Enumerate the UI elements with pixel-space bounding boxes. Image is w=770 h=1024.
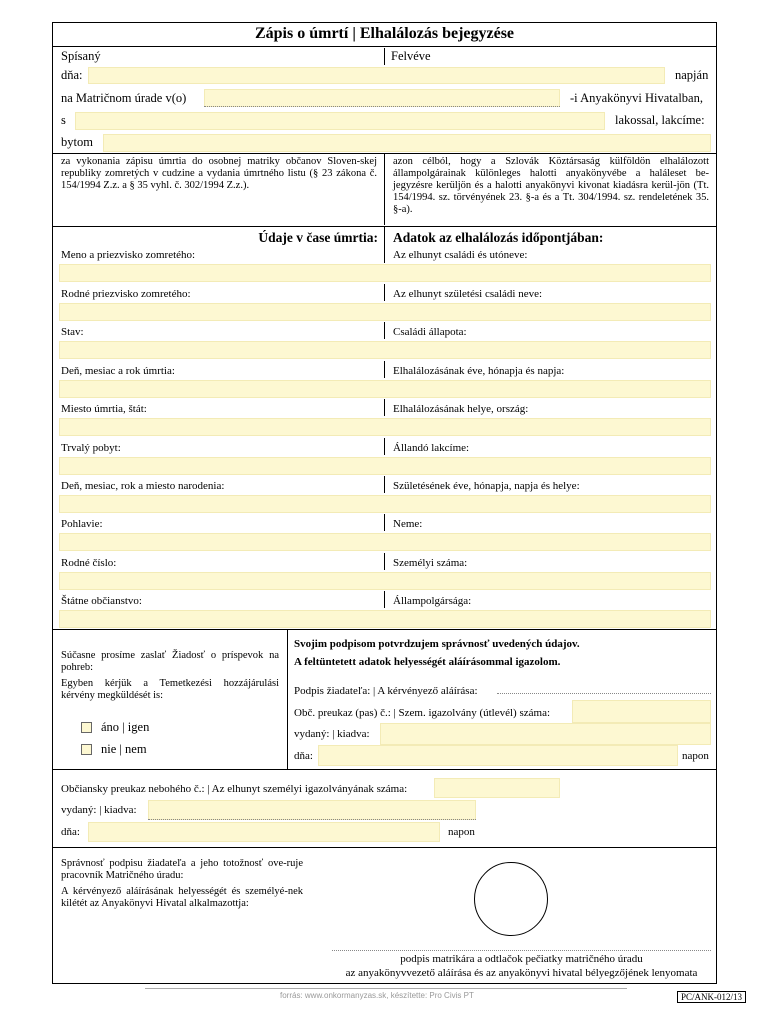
divider: [384, 153, 385, 225]
death-place-input[interactable]: [59, 418, 711, 436]
applicant-id-input[interactable]: [572, 700, 711, 723]
divider: [384, 553, 385, 570]
record-date-input[interactable]: [88, 67, 665, 84]
field-label-hu: Születésének éve, hónapja, napja és helye:: [393, 480, 580, 492]
confirm-text-sk: Svojim podpisom potvrdzujem správnosť uvedených údajov.: [294, 638, 580, 650]
field-label-hu: Az elhunyt családi és utóneve:: [393, 249, 528, 261]
stamp-caption-hu: az anyakönyvvezető aláírása és az anyakönyvi hivatal bélyegzőjének lenyomata: [345, 967, 698, 979]
confirm-text-hu: A feltüntetett adatok helyességét aláírásommal igazolom.: [294, 656, 561, 668]
date-suffix: napon: [448, 826, 475, 838]
divider: [52, 629, 717, 630]
option-yes-label: áno | igen: [101, 720, 150, 734]
footer-source: forrás: www.onkormanyzas.sk, készítette: Pro Civis PT: [280, 991, 474, 1000]
recorded-label-hu: Felvéve: [391, 49, 431, 63]
field-label-sk: Rodné číslo:: [61, 557, 117, 569]
field-label-hu: Elhalálozásának éve, hónapja és napja:: [393, 365, 565, 377]
field-label-hu: Neme:: [393, 518, 423, 530]
field-label-sk: Trvalý pobyt:: [61, 442, 121, 454]
divider: [384, 399, 385, 416]
yes-checkbox[interactable]: [81, 722, 92, 733]
death-date-input[interactable]: [59, 380, 711, 398]
request-text-hu: Egyben kérjük a Temetkezési hozzájárulási kérvény megküldését is:: [61, 678, 279, 701]
death-section-heading-sk: Údaje v čase úmrtia:: [258, 230, 378, 245]
deceased-id-input[interactable]: [434, 778, 560, 798]
field-label-sk: Štátne občianstvo:: [61, 595, 142, 607]
verification-text-sk: Správnosť podpisu žiadateľa a jeho totožnosť ove-ruje pracovník Matričného úradu:: [61, 858, 303, 881]
dotted-line: [204, 106, 560, 107]
option-no-label: nie | nem: [101, 742, 147, 756]
name-input[interactable]: [75, 112, 605, 130]
birth-date-place-input[interactable]: [59, 495, 711, 513]
divider: [384, 227, 385, 263]
deceased-id-label: Občiansky preukaz nebohého č.: | Az elhunyt személyi igazolványának száma:: [61, 783, 408, 795]
date-label: dňa:: [61, 826, 80, 838]
divider: [384, 48, 385, 65]
date-label: dňa:: [61, 68, 83, 82]
address-label: bytom: [61, 135, 93, 149]
stamp-circle: [474, 862, 548, 936]
citizenship-input[interactable]: [59, 610, 711, 628]
divider: [384, 438, 385, 455]
signature-label: Podpis žiadateľa: | A kérvényező aláírása:: [294, 685, 478, 697]
stamp-caption-sk: podpis matrikára a odtlačok pečiatky matričného úradu: [400, 953, 643, 965]
divider: [384, 514, 385, 531]
divider: [52, 46, 717, 47]
field-label-hu: Állampolgársága:: [393, 595, 472, 607]
field-label-sk: Deň, mesiac a rok úmrtia:: [61, 365, 175, 377]
deceased-id-date-input[interactable]: [88, 822, 440, 842]
field-label-sk: Miesto úmrtia, štát:: [61, 403, 147, 415]
marital-status-input[interactable]: [59, 341, 711, 359]
birth-surname-input[interactable]: [59, 303, 711, 321]
form-code: PC/ANK-012/13: [677, 991, 746, 1003]
dotted-line: [148, 819, 476, 820]
sex-input[interactable]: [59, 533, 711, 551]
divider: [384, 476, 385, 493]
no-checkbox[interactable]: [81, 744, 92, 755]
request-text-sk: Súčasne prosíme zaslať Žiadosť o príspevok na pohreb:: [61, 650, 279, 673]
divider: [52, 769, 717, 770]
recorded-label-sk: Spísaný: [61, 49, 101, 63]
issued-label: vydaný: | kiadva:: [294, 728, 370, 740]
field-label-hu: Családi állapota:: [393, 326, 467, 338]
office-suffix: -i Anyakönyvi Hivatalban,: [570, 91, 703, 105]
form-title: Zápis o úmrtí | Elhalálozás bejegyzése: [254, 25, 515, 42]
issued-label: vydaný: | kiadva:: [61, 804, 137, 816]
permanent-address-input[interactable]: [59, 457, 711, 475]
divider: [384, 284, 385, 301]
divider: [287, 629, 288, 769]
date-suffix: napján: [675, 68, 709, 82]
verification-text-hu: A kérvényező aláírásának helyességét és személyé-nek kilétét az Anyakönyvi Hivatal alkalmazottja:: [61, 886, 303, 909]
purpose-text-sk: za vykonania zápisu úmrtia do osobnej matriky občanov Sloven-skej republiky zomretých v cudzine a vydania úmrtného listu (§ 23 zákona č. 154/1994 Z.z. a § 35 vyhl. č. 302/1994 Z.z.).: [61, 156, 377, 191]
purpose-text-hu: azon célból, hogy a Szlovák Köztársaság külföldön elhalálozott állampolgárainak különleges halotti anyakönyvébe a haláleset be-jegyzésre kerüljön és a halotti anyakönyvi kivonat kiadásra kerül-jön (Tt. 154/1994. sz. törvényének 23. §-a és a Tt. 304/1994. sz. rendeletének 35. §-a).: [393, 156, 709, 215]
applicant-id-date-input[interactable]: [318, 745, 678, 766]
field-label-sk: Stav:: [61, 326, 84, 338]
s-label: s: [61, 113, 66, 127]
field-label-sk: Deň, mesiac, rok a miesto narodenia:: [61, 480, 225, 492]
field-label-sk: Meno a priezvisko zomretého:: [61, 249, 196, 261]
field-label-hu: Elhalálozásának helye, ország:: [393, 403, 529, 415]
date-suffix: napon: [682, 750, 709, 762]
field-label-hu: Az elhunyt születési családi neve:: [393, 288, 543, 300]
date-label: dňa:: [294, 750, 313, 762]
personal-number-input[interactable]: [59, 572, 711, 590]
footer-rule: [145, 988, 627, 989]
deceased-id-issued-input[interactable]: [148, 800, 476, 820]
signature-line[interactable]: [497, 693, 711, 694]
field-label-hu: Személyi száma:: [393, 557, 468, 569]
field-label-sk: Pohlavie:: [61, 518, 103, 530]
divider: [384, 591, 385, 608]
deceased-name-input[interactable]: [59, 264, 711, 282]
divider: [384, 361, 385, 378]
death-section-heading-hu: Adatok az elhalálozás időpontjában:: [393, 230, 604, 245]
office-input[interactable]: [204, 89, 560, 107]
field-label-hu: Állandó lakcíme:: [393, 442, 470, 454]
divider: [384, 322, 385, 339]
residence-suffix: lakossal, lakcíme:: [615, 113, 705, 127]
field-label-sk: Rodné priezvisko zomretého:: [61, 288, 191, 300]
address-input[interactable]: [103, 134, 711, 152]
applicant-id-issued-input[interactable]: [380, 723, 711, 745]
id-label: Obč. preukaz (pas) č.: | Szem. igazolvány (útlevél) száma:: [294, 707, 551, 719]
divider: [52, 847, 717, 848]
office-label: na Matričnom úrade v(o): [61, 91, 187, 105]
stamp-signature-line[interactable]: [332, 950, 711, 951]
